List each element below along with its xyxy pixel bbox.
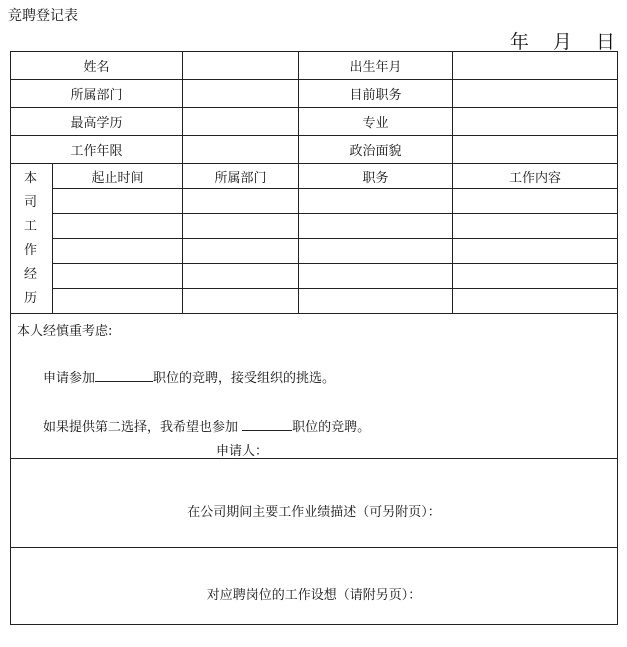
plan-block[interactable]: [11, 548, 618, 625]
period-cell[interactable]: [53, 189, 183, 214]
major-field[interactable]: [453, 108, 618, 136]
info-row-education: [11, 108, 618, 136]
name-label: 姓名: [11, 52, 183, 80]
apply-line: [43, 367, 335, 386]
birth-field[interactable]: [453, 52, 618, 80]
table-row: [11, 264, 618, 289]
second-prefix: 如果提供第二选择，我希望也参加: [43, 420, 239, 435]
education-field[interactable]: [183, 108, 299, 136]
dept-cell[interactable]: [183, 289, 299, 314]
performance-label: 在公司期间主要工作业绩描述（可另附页）：: [187, 504, 441, 520]
period-cell[interactable]: [53, 239, 183, 264]
apply-suffix: 职位的竞聘，接受组织的挑选。: [153, 371, 336, 386]
date-day-label: 日: [595, 31, 617, 53]
date-month-label: 月: [552, 31, 574, 53]
major-label: 专业: [299, 108, 453, 136]
content-cell[interactable]: [453, 239, 618, 264]
years-label: 工作年限: [11, 136, 183, 164]
content-cell[interactable]: [453, 289, 618, 314]
position-cell[interactable]: [299, 189, 453, 214]
document-title: 竞聘登记表: [8, 8, 78, 24]
work-history-side-label: [11, 164, 53, 314]
position-field[interactable]: [453, 80, 618, 108]
statement-block[interactable]: [11, 314, 618, 459]
content-cell[interactable]: [453, 264, 618, 289]
table-row: [11, 189, 618, 214]
table-row: [11, 289, 618, 314]
statement-row: [11, 314, 618, 459]
politics-field[interactable]: [453, 136, 618, 164]
side-label-line3: 经历: [23, 266, 45, 306]
period-cell[interactable]: [53, 264, 183, 289]
info-row-name: [11, 52, 618, 80]
plan-label: 对应聘岗位的工作设想（请附另页）：: [206, 587, 422, 603]
dept-label: 所属部门: [11, 80, 183, 108]
date-year-label: 年: [509, 31, 531, 53]
position-cell[interactable]: [299, 289, 453, 314]
performance-block[interactable]: [11, 459, 618, 548]
birth-label: 出生年月: [299, 52, 453, 80]
side-label-line1: 本 司: [23, 170, 45, 210]
position-label: 目前职务: [299, 80, 453, 108]
position-cell[interactable]: [299, 239, 453, 264]
statement-intro: 本人经慎重考虑:: [17, 324, 113, 339]
plan-row: [11, 548, 618, 625]
position-cell[interactable]: [299, 214, 453, 239]
dept-cell[interactable]: [183, 264, 299, 289]
politics-label: 政治面貌: [299, 136, 453, 164]
education-label: 最高学历: [11, 108, 183, 136]
content-cell[interactable]: [453, 214, 618, 239]
dept-cell[interactable]: [183, 239, 299, 264]
registration-form-table: [10, 51, 618, 625]
performance-row: [11, 459, 618, 548]
col-content-header: 工作内容: [453, 164, 618, 189]
history-header-row: [11, 164, 618, 189]
second-blank[interactable]: [242, 417, 292, 431]
years-field[interactable]: [183, 136, 299, 164]
dept-field[interactable]: [183, 80, 299, 108]
info-row-years: [11, 136, 618, 164]
info-row-dept: [11, 80, 618, 108]
table-row: [11, 214, 618, 239]
col-position-header: 职务: [299, 164, 453, 189]
period-cell[interactable]: [53, 214, 183, 239]
second-choice-line: [43, 416, 370, 435]
date-line: [496, 27, 617, 54]
name-field[interactable]: [183, 52, 299, 80]
applicant-label: 申请人：: [216, 444, 269, 459]
dept-cell[interactable]: [183, 214, 299, 239]
side-label-line2: 工 作: [23, 218, 45, 258]
period-cell[interactable]: [53, 289, 183, 314]
content-cell[interactable]: [453, 189, 618, 214]
col-period-header: 起止时间: [53, 164, 183, 189]
dept-cell[interactable]: [183, 189, 299, 214]
position-cell[interactable]: [299, 264, 453, 289]
second-suffix: 职位的竞聘。: [292, 420, 371, 435]
apply-prefix: 申请参加: [43, 371, 96, 386]
table-row: [11, 239, 618, 264]
apply-blank[interactable]: [95, 368, 153, 382]
col-dept-header: 所属部门: [183, 164, 299, 189]
